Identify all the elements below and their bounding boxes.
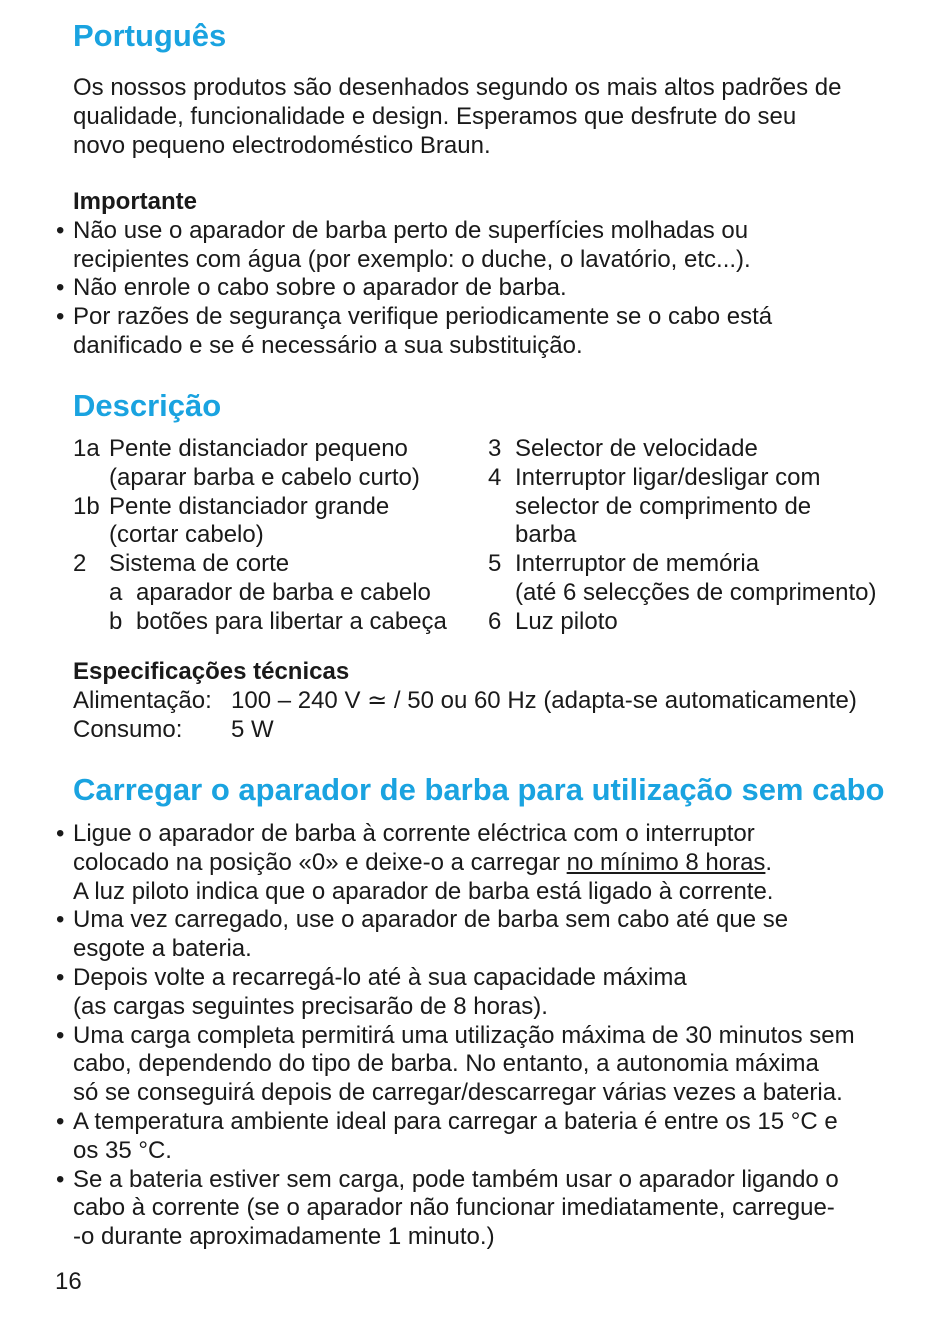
part-number: 3 bbox=[488, 435, 502, 462]
parts-column-right bbox=[488, 435, 908, 637]
list-item bbox=[56, 274, 903, 303]
bullet-icon: • bbox=[56, 216, 65, 244]
part-label: Selector de velocidade bbox=[515, 435, 758, 462]
list-item-line: Se a bateria estiver sem carga, pode também usar o aparador ligando o bbox=[73, 1165, 839, 1193]
spec-row-consumption bbox=[73, 716, 903, 745]
list-item-line: A luz piloto indica que o aparador de barba está ligado à corrente. bbox=[73, 877, 774, 905]
specs-heading: Especificações técnicas bbox=[73, 658, 350, 685]
spec-value: 100 – 240 V ≃ / 50 ou 60 Hz (adapta-se automaticamente) bbox=[231, 686, 857, 714]
parts-description bbox=[73, 435, 903, 635]
important-block bbox=[56, 188, 903, 361]
section-title-carregar: Carregar o aparador de barba para utilização sem cabo bbox=[73, 772, 885, 807]
text-run: colocado na posição «0» e deixe-o a carregar bbox=[73, 848, 567, 876]
spec-row-power bbox=[73, 687, 903, 716]
list-item-line: Uma vez carregado, use o aparador de barba sem cabo até que se bbox=[73, 906, 789, 934]
list-item bbox=[56, 820, 903, 906]
section-title-portugues: Português bbox=[73, 18, 227, 53]
part-label: Pente distanciador grande bbox=[109, 492, 390, 520]
list-item bbox=[56, 963, 903, 1022]
list-item-line: só se conseguirá depois de carregar/descarregar várias vezes a bateria. bbox=[73, 1079, 843, 1107]
list-item-line: (as cargas seguintes precisarão de 8 horas). bbox=[73, 992, 548, 1020]
list-item-line: esgote a bateria. bbox=[73, 935, 252, 963]
part-number: 4 bbox=[488, 463, 502, 491]
part-number: 2 bbox=[73, 550, 87, 578]
intro-line: Os nossos produtos são desenhados segundo os mais altos padrões de bbox=[73, 74, 842, 101]
spec-value: 5 W bbox=[231, 715, 274, 743]
part-subletter: b bbox=[109, 607, 123, 635]
part-item-5 bbox=[488, 550, 908, 608]
part-item-3 bbox=[488, 435, 908, 464]
list-item-line: cabo à corrente (se o aparador não funcionar imediatamente, carregue- bbox=[73, 1194, 835, 1222]
part-sublabel: aparador de barba e cabelo bbox=[136, 578, 431, 606]
list-item-line: Depois volte a recarregá-lo até à sua capacidade máxima bbox=[73, 963, 687, 991]
part-label: Sistema de corte bbox=[109, 550, 290, 578]
part-label: Interruptor ligar/desligar com bbox=[515, 463, 821, 491]
list-item-line: Não use o aparador de barba perto de superfícies molhadas ou bbox=[73, 216, 749, 244]
part-number: 1b bbox=[73, 492, 100, 520]
part-sublabel: botões para libertar a cabeça bbox=[136, 607, 447, 635]
important-list bbox=[56, 216, 903, 361]
intro-line: qualidade, funcionalidade e design. Esperamos que desfrute do seu bbox=[73, 102, 797, 130]
list-item bbox=[56, 1165, 903, 1252]
part-label: selector de comprimento de bbox=[515, 492, 812, 520]
charging-block bbox=[56, 820, 903, 1252]
part-item-6 bbox=[488, 608, 908, 637]
list-item-line: A temperatura ambiente ideal para carregar a bateria é entre os 15 °C e bbox=[73, 1107, 838, 1135]
part-number: 6 bbox=[488, 607, 502, 635]
part-label: (aparar barba e cabelo curto) bbox=[109, 463, 420, 491]
intro-line: novo pequeno electrodoméstico Braun. bbox=[73, 131, 491, 159]
list-item-line: danificado e se é necessário a sua substituição. bbox=[73, 331, 583, 359]
part-label: barba bbox=[515, 521, 577, 549]
part-subletter: a bbox=[109, 578, 123, 606]
list-item-line: cabo, dependendo do tipo de barba. No entanto, a autonomia máxima bbox=[73, 1050, 819, 1078]
part-item-2 bbox=[73, 550, 483, 636]
part-item-4 bbox=[488, 464, 908, 550]
section-title-descricao: Descrição bbox=[73, 388, 222, 423]
important-heading: Importante bbox=[73, 188, 198, 215]
spec-key: Consumo: bbox=[73, 715, 183, 743]
part-number: 1a bbox=[73, 435, 100, 462]
list-item-line: Ligue o aparador de barba à corrente eléctrica com o interruptor bbox=[73, 820, 755, 847]
part-subitem-b bbox=[109, 608, 483, 637]
list-item bbox=[56, 906, 903, 964]
part-item-1a bbox=[73, 435, 483, 493]
list-item-line: Não enrole o cabo sobre o aparador de barba. bbox=[73, 274, 567, 302]
bullet-icon: • bbox=[56, 906, 65, 934]
part-subitem-a bbox=[109, 579, 483, 608]
bullet-icon: • bbox=[56, 963, 65, 991]
part-label: Luz piloto bbox=[515, 607, 618, 635]
bullet-icon: • bbox=[56, 820, 65, 847]
page-number: 16 bbox=[55, 1268, 82, 1295]
bullet-icon: • bbox=[56, 274, 65, 302]
bullet-icon: • bbox=[56, 1021, 65, 1049]
part-label: Pente distanciador pequeno bbox=[109, 435, 408, 462]
list-item-line: os 35 °C. bbox=[73, 1136, 172, 1164]
part-label: (cortar cabelo) bbox=[109, 521, 264, 549]
underlined-text: no mínimo 8 horas bbox=[566, 848, 766, 876]
list-item bbox=[56, 1021, 903, 1108]
part-label: (até 6 selecções de comprimento) bbox=[515, 578, 877, 606]
list-item-line bbox=[73, 849, 903, 878]
spec-key: Alimentação: bbox=[73, 686, 212, 714]
part-item-1b bbox=[73, 493, 483, 551]
bullet-icon: • bbox=[56, 1107, 65, 1135]
bullet-icon: • bbox=[56, 1165, 65, 1193]
technical-specs bbox=[73, 658, 903, 744]
charging-list bbox=[56, 820, 903, 1252]
part-number: 5 bbox=[488, 550, 502, 578]
part-label: Interruptor de memória bbox=[515, 550, 760, 578]
list-item-line: -o durante aproximadamente 1 minuto.) bbox=[73, 1223, 495, 1251]
list-item-line: recipientes com água (por exemplo: o duche, o lavatório, etc...). bbox=[73, 245, 751, 273]
text-run: . bbox=[765, 848, 773, 876]
intro-paragraph bbox=[73, 74, 903, 160]
list-item-line: Uma carga completa permitirá uma utilização máxima de 30 minutos sem bbox=[73, 1021, 855, 1049]
bullet-icon: • bbox=[56, 303, 65, 331]
list-item bbox=[56, 303, 903, 361]
list-item-line: Por razões de segurança verifique periodicamente se o cabo está bbox=[73, 303, 773, 331]
list-item bbox=[56, 1107, 903, 1166]
parts-column-left bbox=[73, 435, 483, 637]
list-item bbox=[56, 216, 903, 275]
